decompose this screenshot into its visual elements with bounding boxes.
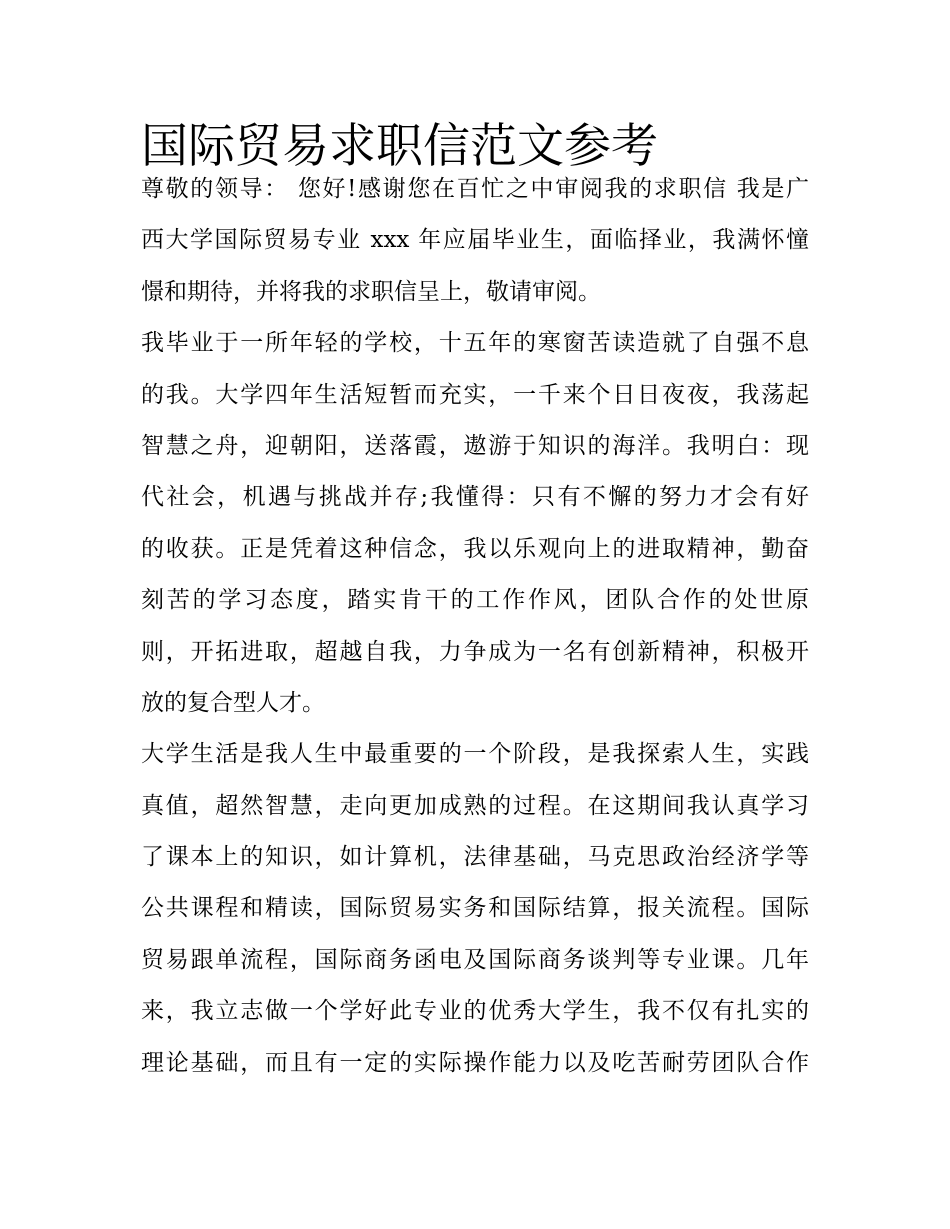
text-line: 憬和期待，并将我的求职信呈上，敬请审阅。 xyxy=(141,278,601,305)
text-line: 公共课程和精读，国际贸易实务和国际结算，报关流程。国际 xyxy=(141,895,809,922)
text-line: 刻苦的学习态度，踏实肯干的工作作风，团队合作的处世原 xyxy=(141,587,809,614)
text-line: 贸易跟单流程，国际商务函电及国际商务谈判等专业课。几年 xyxy=(141,946,809,973)
text-line: 尊敬的领导： 您好!感谢您在百忙之中审阅我的求职信 我是广 xyxy=(141,176,809,202)
text-line: 代社会，机遇与挑战并存;我懂得：只有不懈的努力才会有好 xyxy=(141,484,809,511)
letter-body xyxy=(141,164,809,1089)
page-title: 国际贸易求职信范文参考 xyxy=(141,119,658,174)
text-line: 理论基础，而且有一定的实际操作能力以及吃苦耐劳团队合作 xyxy=(141,1049,809,1076)
text-line: 我毕业于一所年轻的学校，十五年的寒窗苦读造就了自强不息 xyxy=(141,330,809,357)
text-line: 了课本上的知识，如计算机，法律基础，马克思政治经济学等 xyxy=(141,844,809,871)
text-line: 西大学国际贸易专业 xxx 年应届毕业生，面临择业，我满怀憧 xyxy=(141,227,809,254)
text-line: 真值，超然智慧，走向更加成熟的过程。在这期间我认真学习 xyxy=(141,792,809,819)
text-line: 的我。大学四年生活短暂而充实，一千来个日日夜夜，我荡起 xyxy=(141,381,809,408)
text-line: 来，我立志做一个学好此专业的优秀大学生，我不仅有扎实的 xyxy=(141,998,809,1025)
text-line: 的收获。正是凭着这种信念，我以乐观向上的进取精神，勤奋 xyxy=(141,535,809,562)
text-line: 智慧之舟，迎朝阳，送落霞，遨游于知识的海洋。我明白：现 xyxy=(141,432,809,459)
text-line: 大学生活是我人生中最重要的一个阶段，是我探索人生，实践 xyxy=(141,741,809,768)
text-line: 放的复合型人才。 xyxy=(141,689,325,716)
text-line: 则，开拓进取，超越自我，力争成为一名有创新精神，积极开 xyxy=(141,638,809,665)
